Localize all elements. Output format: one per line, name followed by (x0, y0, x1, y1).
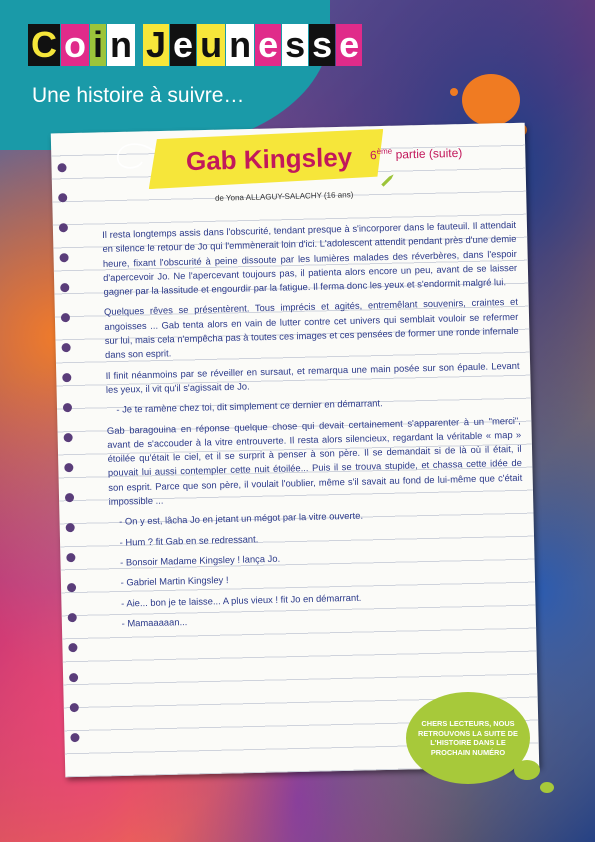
next-issue-bubble (406, 692, 530, 784)
binder-hole (62, 373, 71, 382)
logo-letter: s (309, 24, 335, 66)
binder-hole (64, 463, 73, 472)
binder-hole (63, 403, 72, 412)
binder-hole (68, 613, 77, 622)
logo-letter: u (197, 24, 225, 66)
story-part-label (370, 145, 463, 162)
binder-hole (66, 553, 75, 562)
logo-letter: C (28, 24, 60, 66)
logo-letter: o (61, 24, 89, 66)
bubble-dot (514, 760, 540, 780)
binder-hole (70, 733, 79, 742)
part-ordinal-suffix: ème (376, 146, 393, 157)
story-dialogue: - Bonsoir Madame Kingsley ! lança Jo. (120, 552, 281, 568)
story-dialogue: - Hum ? fit Gab en se redressant. (119, 532, 259, 548)
logo-letter: i (90, 24, 106, 66)
story-paragraph: Il resta longtemps assis dans l'obscurité, tendant presque à s'incorporer dans le fauteuil. Il attendait en silence le retour de Jo qui l'emmènerait loin d'ici. L'adolescent attendit pendant près d'une demie heure, fixant l'obscurité à peine dissoute par les lumières malades des réverbères, dans l'espoir d'apercevoir Jo. Ne l'apercevant toujours pas, il patienta alors encore un peu, avant de se laisser gagner par la lassitude et engourdir par la fatigue. Il ferma donc les yeux et s'endormit malgré lui. (102, 218, 518, 298)
binder-hole (66, 523, 75, 532)
logo-letter: n (226, 24, 254, 66)
header-subtitle: Une histoire à suivre… (32, 84, 245, 107)
story-paragraph: Gab baragouina en réponse quelque chose qui devait certainement s'apparenter à un "merci", avant de s'accouder à la vitre entrouverte. Il resta alors silencieux, regardant la véritable « map » étoilée qu'était le ciel, et il se surprit à penser à son père. Il se demandait si de là où il était, il pouvait lui aussi contempler cette nuit étoilée... Puis il se trouva stupide, et chassa cette idée de son esprit. Parce que son père, il voulait l'oublier, même s'il savait au fond de lui-même que c'était impossible ... (106, 414, 523, 507)
story-paragraph: Quelques rêves se présentèrent. Tous imprécis et agités, entremêlant souvenirs, craintes et angoisses ... Gab tenta alors en vain de lutter contre cet univers qui semblait vouloir se refermer sur lui, mais cela n'empêcha pas à toutes ces images et ces pensées de former une ronde infernale dans son esprit. (103, 296, 519, 361)
coin-jeunesse-logo (28, 18, 363, 66)
logo-letter: s (282, 24, 308, 66)
story-title: Gab Kingsley (185, 141, 353, 177)
story-author: de Yona ALLAGUY-SALACHY (16 ans) (214, 190, 354, 203)
paint-drop-orange-small (450, 88, 458, 96)
story-body (102, 218, 526, 637)
binder-hole (60, 283, 69, 292)
binder-hole (61, 313, 70, 322)
part-text: partie (suite) (395, 145, 463, 162)
logo-letter: e (336, 24, 362, 66)
binder-hole (64, 433, 73, 442)
part-number: 6 (369, 148, 377, 163)
binder-hole (70, 703, 79, 712)
logo-letter: e (170, 24, 196, 66)
binder-hole (68, 643, 77, 652)
story-dialogue: - On y est, lâcha Jo en jetant un mégot par la vitre ouverte. (119, 510, 364, 528)
binder-hole (58, 193, 67, 202)
story-dialogue: - Aie... bon je te laisse... A plus vieux ! fit Jo en démarrant. (121, 591, 362, 609)
binder-hole (65, 493, 74, 502)
binder-hole (62, 343, 71, 352)
logo-letter: e (255, 24, 281, 66)
story-dialogue: - Mamaaaaan... (121, 615, 188, 629)
binder-hole (59, 253, 68, 262)
logo-letter: n (107, 24, 135, 66)
story-paragraph: Il finit néanmoins par se réveiller en sursaut, et remarqua une main posée sur son épaule. Levant les yeux, il vit qu'il s'agissait de Jo. (105, 359, 520, 395)
paint-splat-orange (462, 74, 520, 126)
story-dialogue: - Gabriel Martin Kingsley ! (120, 574, 229, 588)
binder-hole (57, 163, 66, 172)
binder-hole (69, 673, 78, 682)
logo-letter: J (143, 24, 169, 66)
next-issue-text: CHERS LECTEURS, NOUS RETROUVONS LA SUITE DE L'HISTOIRE DANS LE PROCHAIN NUMÉRO (418, 719, 518, 757)
binder-hole (59, 223, 68, 232)
story-dialogue: - Je te ramène chez toi, dit simplement ce dernier en démarrant. (116, 397, 383, 415)
bubble-dot (540, 782, 554, 793)
binder-hole (67, 583, 76, 592)
